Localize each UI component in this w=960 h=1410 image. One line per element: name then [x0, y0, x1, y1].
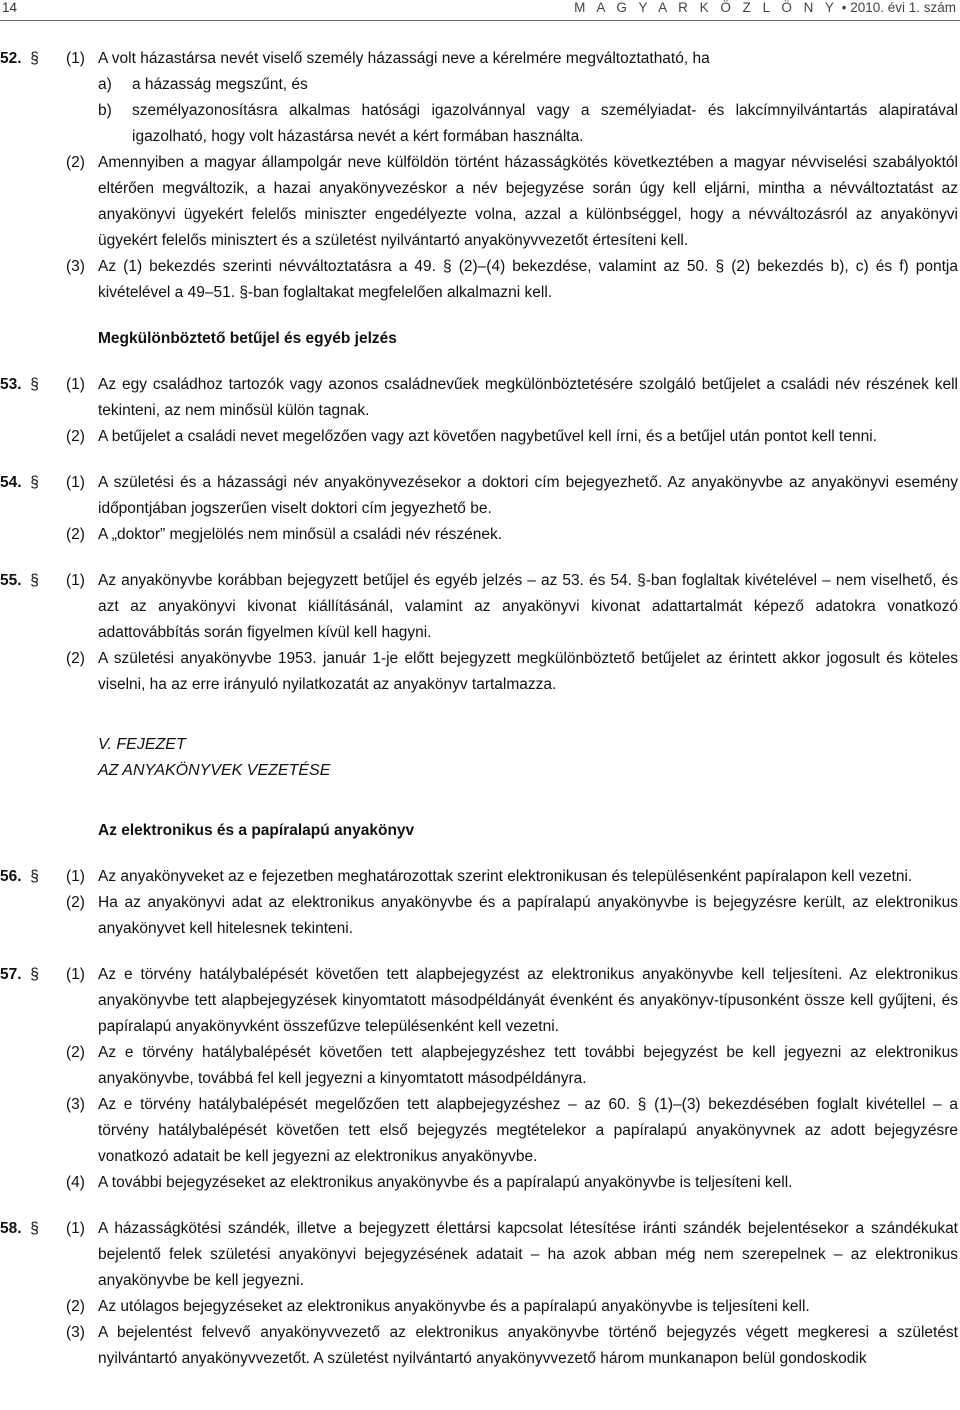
- subtitle-heading: Megkülönböztető betűjel és egyéb jelzés: [98, 330, 397, 347]
- chapter-title: AZ ANYAKÖNYVEK VEZETÉSE: [98, 762, 331, 779]
- section-number: 58.: [0, 1220, 22, 1237]
- paragraph: [0, 1040, 960, 1092]
- paragraph-number: (3): [66, 258, 85, 275]
- point-label: a): [98, 76, 112, 93]
- page-header: [0, 0, 960, 20]
- section-number: 57.: [0, 966, 22, 983]
- paragraph-number: (1): [66, 572, 85, 589]
- paragraph: [0, 1092, 960, 1170]
- paragraph-number: (2): [66, 650, 85, 667]
- paragraph: [0, 46, 960, 150]
- paragraph-text: A „doktor” megjelölés nem minősül a családi név részének.: [98, 526, 503, 543]
- section-56: [0, 864, 960, 942]
- subtitle-heading: Az elektronikus és a papíralapú anyakönyv: [98, 822, 415, 839]
- paragraph-text: Az e törvény hatálybalépését megelőzően tett alapbejegyzéshez – az 60. § (1)–(3) bekezdésében foglalt kivétellel – a törvény hatálybalépését követően tett első bejegyzés megtételekor a papíralapú anyakönyvnek az adott bejegyzésre vonatkozó adatait be kell jegyezni az elektronikus anyakönyvbe.: [98, 1096, 958, 1165]
- section-54: [0, 470, 960, 548]
- section-52: [0, 46, 960, 306]
- paragraph: [0, 470, 960, 522]
- paragraph-text: A bejelentést felvevő anyakönyvvezető az elektronikus anyakönyvbe történő bejegyzés végett megkeresi a születést nyilvántartó anyakönyvvezetőt. A születést nyilvántartó anyakönyvvezető három munkanapon belül gondoskodik: [98, 1324, 958, 1367]
- paragraph: [0, 254, 960, 306]
- section-number: 55.: [0, 572, 22, 589]
- paragraph-number: (1): [66, 1220, 85, 1237]
- paragraph-text: A volt házastársa nevét viselő személy házassági neve a kérelmére megváltoztatható, ha: [98, 50, 710, 67]
- paragraph-number: (3): [66, 1096, 85, 1113]
- section-sign: §: [30, 572, 39, 589]
- paragraph: [0, 372, 960, 424]
- paragraph-text: Amennyiben a magyar állampolgár neve külföldön történt házasságkötés következtében a magyar névviselési szabályoktól eltérően megváltozik, a hazai anyakönyvezéskor a név bejegyzése során úgy kell eljárni, mintha a névváltoztatást az anyakönyvi ügyekért felelős miniszter engedélyezte volna, azzal a különbséggel, hogy a névváltozásról az anyakönyvi ügyekért felelős minisztert és a születést nyilvántartó anyakönyvvezetőt értesíteni kell.: [98, 154, 958, 249]
- paragraph: [0, 1170, 960, 1196]
- paragraph: [0, 150, 960, 254]
- paragraph: [0, 568, 960, 646]
- paragraph-number: (1): [66, 868, 85, 885]
- paragraph: [0, 864, 960, 890]
- section-number: 54.: [0, 474, 22, 491]
- paragraph-number: (2): [66, 1298, 85, 1315]
- paragraph: [0, 646, 960, 698]
- section-number: 52.: [0, 50, 22, 67]
- paragraph-text: A születési anyakönyvbe 1953. január 1-je előtt bejegyzett megkülönböztető betűjelet az érintett akkor jogosult és köteles viselni, ha az erre irányuló nyilatkozatát az anyakönyv tartalmazza.: [98, 650, 958, 693]
- paragraph-number: (1): [66, 474, 85, 491]
- paragraph-number: (1): [66, 50, 85, 67]
- paragraph-number: (2): [66, 894, 85, 911]
- point-label: b): [98, 102, 112, 119]
- paragraph-text: Az (1) bekezdés szerinti névváltoztatásra a 49. § (2)–(4) bekezdése, valamint az 50. § (2) bekezdés b), c) és f) pontja kivételével a 49–51. §-ban foglaltakat megfelelően alkalmazni kell.: [98, 258, 958, 301]
- paragraph-text: Az utólagos bejegyzéseket az elektronikus anyakönyvbe és a papíralapú anyakönyvbe is teljesíteni kell.: [98, 1298, 810, 1315]
- section-57: [0, 962, 960, 1196]
- paragraph-text: A további bejegyzéseket az elektronikus anyakönyvbe és a papíralapú anyakönyvbe is teljesíteni kell.: [98, 1174, 793, 1191]
- paragraph: [0, 1294, 960, 1320]
- paragraph-number: (2): [66, 154, 85, 171]
- paragraph-text: A házasságkötési szándék, illetve a bejegyzett élettársi kapcsolat létesítése iránti szándék bejelentésekor a szándékukat bejelentő felek születési anyakönyvi bejegyzésének adatait – ha azok abban még nem szerepelnek – az elektronikus anyakönyvbe be kell jegyezni.: [98, 1220, 958, 1289]
- section-sign: §: [30, 1220, 39, 1237]
- section-58: [0, 1216, 960, 1372]
- section-53: [0, 372, 960, 450]
- section-sign: §: [30, 868, 39, 885]
- paragraph-text: Az anyakönyvbe korábban bejegyzett betűjel és egyéb jelzés – az 53. és 54. §-ban foglaltak kivételével – nem viselhető, és azt az anyakönyvi kivonat kiállításánál, valamint az anyakönyvi kivonat adattartalmát képező adatokra vonatkozó adattovábbítás során figyelmen kívül kell hagyni.: [98, 572, 958, 641]
- publication-name: M A G Y A R K Ö Z L Ö N Y: [574, 0, 838, 15]
- section-sign: §: [30, 376, 39, 393]
- point-text: személyazonosításra alkalmas hatósági igazolvánnyal vagy a személyiadat- és lakcímnyilvántartás alapiratával igazolható, hogy volt házastársa nevét a kért formában használta.: [132, 102, 958, 145]
- paragraph-text: Ha az anyakönyvi adat az elektronikus anyakönyvbe és a papíralapú anyakönyvbe is bejegyzésre került, az elektronikus anyakönyvet kell hitelesnek tekinteni.: [98, 894, 958, 937]
- publication-info: [574, 0, 956, 15]
- page-number: 14: [2, 0, 18, 15]
- section-55: [0, 568, 960, 698]
- paragraph: [0, 424, 960, 450]
- section-number: 53.: [0, 376, 22, 393]
- header-divider: [0, 20, 960, 21]
- paragraph-text: A születési és a házassági név anyakönyvezésekor a doktori cím bejegyezhető. Az anyakönyvbe az anyakönyvi esemény időpontjában jogszerűen viselt doktori cím jegyezhető be.: [98, 474, 958, 517]
- paragraph: [0, 1216, 960, 1294]
- point-b: [98, 98, 958, 150]
- paragraph-number: (2): [66, 526, 85, 543]
- point-text: a házasság megszűnt, és: [132, 76, 308, 93]
- issue-label: 2010. évi 1. szám: [850, 0, 956, 15]
- paragraph-number: (3): [66, 1324, 85, 1341]
- paragraph-text: A betűjelet a családi nevet megelőzően vagy azt követően nagybetűvel kell írni, és a betűjel után pontot kell tenni.: [98, 428, 877, 445]
- paragraph-number: (2): [66, 428, 85, 445]
- section-sign: §: [30, 474, 39, 491]
- chapter-number: V. FEJEZET: [98, 736, 186, 753]
- point-a: [98, 72, 958, 98]
- paragraph-number: (2): [66, 1044, 85, 1061]
- paragraph: [0, 962, 960, 1040]
- paragraph-text: Az egy családhoz tartozók vagy azonos családnevűek megkülönböztetésére szolgáló betűjelet a családi név részének kell tekinteni, az nem minősül külön tagnak.: [98, 376, 958, 419]
- paragraph-number: (1): [66, 966, 85, 983]
- document-body: [0, 46, 960, 1372]
- paragraph-number: (4): [66, 1174, 85, 1191]
- paragraph: [0, 1320, 960, 1372]
- section-sign: §: [30, 966, 39, 983]
- paragraph-text: Az e törvény hatálybalépését követően tett alapbejegyzéshez tett további bejegyzést be kell jegyezni az elektronikus anyakönyvbe, továbbá fel kell jegyezni a kinyomtatott másodpéldányra.: [98, 1044, 958, 1087]
- paragraph-number: (1): [66, 376, 85, 393]
- section-sign: §: [30, 50, 39, 67]
- section-number: 56.: [0, 868, 22, 885]
- paragraph-text: Az anyakönyveket az e fejezetben meghatározottak szerint elektronikusan és településenként papíralapon kell vezetni.: [98, 868, 913, 885]
- bullet-separator: •: [841, 0, 847, 15]
- paragraph-text: Az e törvény hatálybalépését követően tett alapbejegyzést az elektronikus anyakönyvbe kell teljesíteni. Az elektronikus anyakönyvbe tett alapbejegyzések kinyomtatott másodpéldányát évenként és anyakönyv-típusonként össze kell gyűjteni, és papíralapú anyakönyvként összefűzve településenként kell vezetni.: [98, 966, 958, 1035]
- paragraph: [0, 522, 960, 548]
- paragraph: [0, 890, 960, 942]
